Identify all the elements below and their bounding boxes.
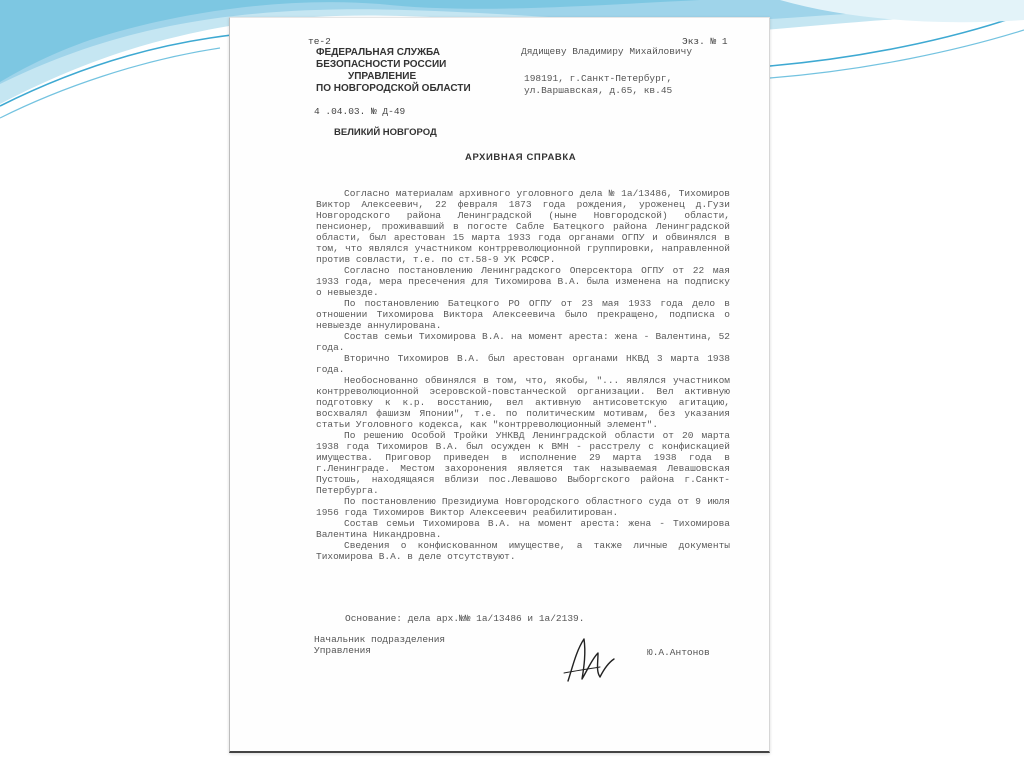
address-line: 198191, г.Санкт-Петербург, <box>524 73 673 84</box>
recipient-address <box>524 73 672 97</box>
copy-number: Экз. № 1 <box>682 36 728 47</box>
paragraph: Состав семьи Тихомирова В.А. на момент ареста: жена - Валентина, 52 года. <box>316 331 730 353</box>
doc-number: 4 .04.03. № Д-49 <box>314 106 406 117</box>
recipient-name: Дядищеву Владимиру Михайловичу <box>521 46 693 57</box>
paragraph: По постановлению Батецкого РО ОГПУ от 23 мая 1933 года дело в отношении Тихомирова Виктора Алексеевича было прекращено, подписка о невыезде аннулирована. <box>316 298 730 331</box>
org-line: УПРАВЛЕНИЕ <box>348 71 417 82</box>
paragraph: По решению Особой Тройки УНКВД Ленинградской области от 20 марта 1938 года Тихомиров В.А. был осужден к ВМН - расстрелу с конфискацией имущества. Приговор приведен в исполнение 29 марта 1938 года в г.Ленинграде. Местом захоронения является так называемая Левашовская Пустошь, находящаяся вблизи пос.Левашово Выборгского района г.Санкт-Петербурга. <box>316 430 730 496</box>
handwritten-signature <box>560 629 620 689</box>
paragraph: Согласно материалам архивного уголовного дела № 1а/13486, Тихомиров Виктор Алексеевич, 22 февраля 1873 года рождения, уроженец д.Гузи Новгородского района Ленинградской (ныне Новгородской) области, пенсионер, проживавший в погосте Сабле Батецкого района Ленинградской области, был арестован 15 марта 1933 года органами ОГПУ и обвинялся в том, что являлся участником контрреволюционной группировки, направленной против совласти, т.е. по ст.58-9 УК РСФСР. <box>316 188 730 265</box>
signatory-position <box>314 634 445 656</box>
basis-line: Основание: дела арх.№№ 1а/13486 и 1а/2139. <box>345 613 585 624</box>
org-line: БЕЗОПАСНОСТИ РОССИИ <box>316 59 447 70</box>
paragraph: Согласно постановлению Ленинградского Оперсектора ОГПУ от 22 мая 1933 года, мера пресечения для Тихомирова В.А. была изменена на подписку о невыезде. <box>316 265 730 298</box>
paragraph: По постановлению Президиума Новгородского областного суда от 9 июля 1956 года Тихомиров Виктор Алексеевич реабилитирован. <box>316 496 730 518</box>
document-title: АРХИВНАЯ СПРАВКА <box>465 152 577 163</box>
org-line: ПО НОВГОРОДСКОЙ ОБЛАСТИ <box>316 83 471 94</box>
signer-name: Ю.А.Антонов <box>647 647 710 658</box>
city: ВЕЛИКИЙ НОВГОРОД <box>334 127 437 138</box>
paragraph: Сведения о конфискованном имуществе, а также личные документы Тихомирова В.А. в деле отсутствуют. <box>316 540 730 562</box>
doc-ref: те-2 <box>308 36 331 47</box>
org-line: ФЕДЕРАЛЬНАЯ СЛУЖБА <box>316 47 441 58</box>
archive-document <box>229 17 770 753</box>
paragraph: Вторично Тихомиров В.А. был арестован органами НКВД 3 марта 1938 года. <box>316 353 730 375</box>
paragraph: Необоснованно обвинялся в том, что, якобы, "... являлся участником контрреволюционной эсеровской-повстанческой организации. Вел активную подготовку к к.р. восстанию, вел активную антисоветскую агитацию, восхвалял фашизм Японии", т.е. по политическим мотивам, без указания статьи Уголовного кодекса, как "контрреволюционный элемент". <box>316 375 730 430</box>
address-line: ул.Варшавская, д.65, кв.45 <box>524 85 673 96</box>
org-header <box>316 47 471 95</box>
document-body <box>316 188 730 562</box>
paragraph: Состав семьи Тихомирова В.А. на момент ареста: жена - Тихомирова Валентина Никандровна. <box>316 518 730 540</box>
position-line: Начальник подразделения <box>314 634 446 645</box>
position-line: Управления <box>314 645 372 656</box>
